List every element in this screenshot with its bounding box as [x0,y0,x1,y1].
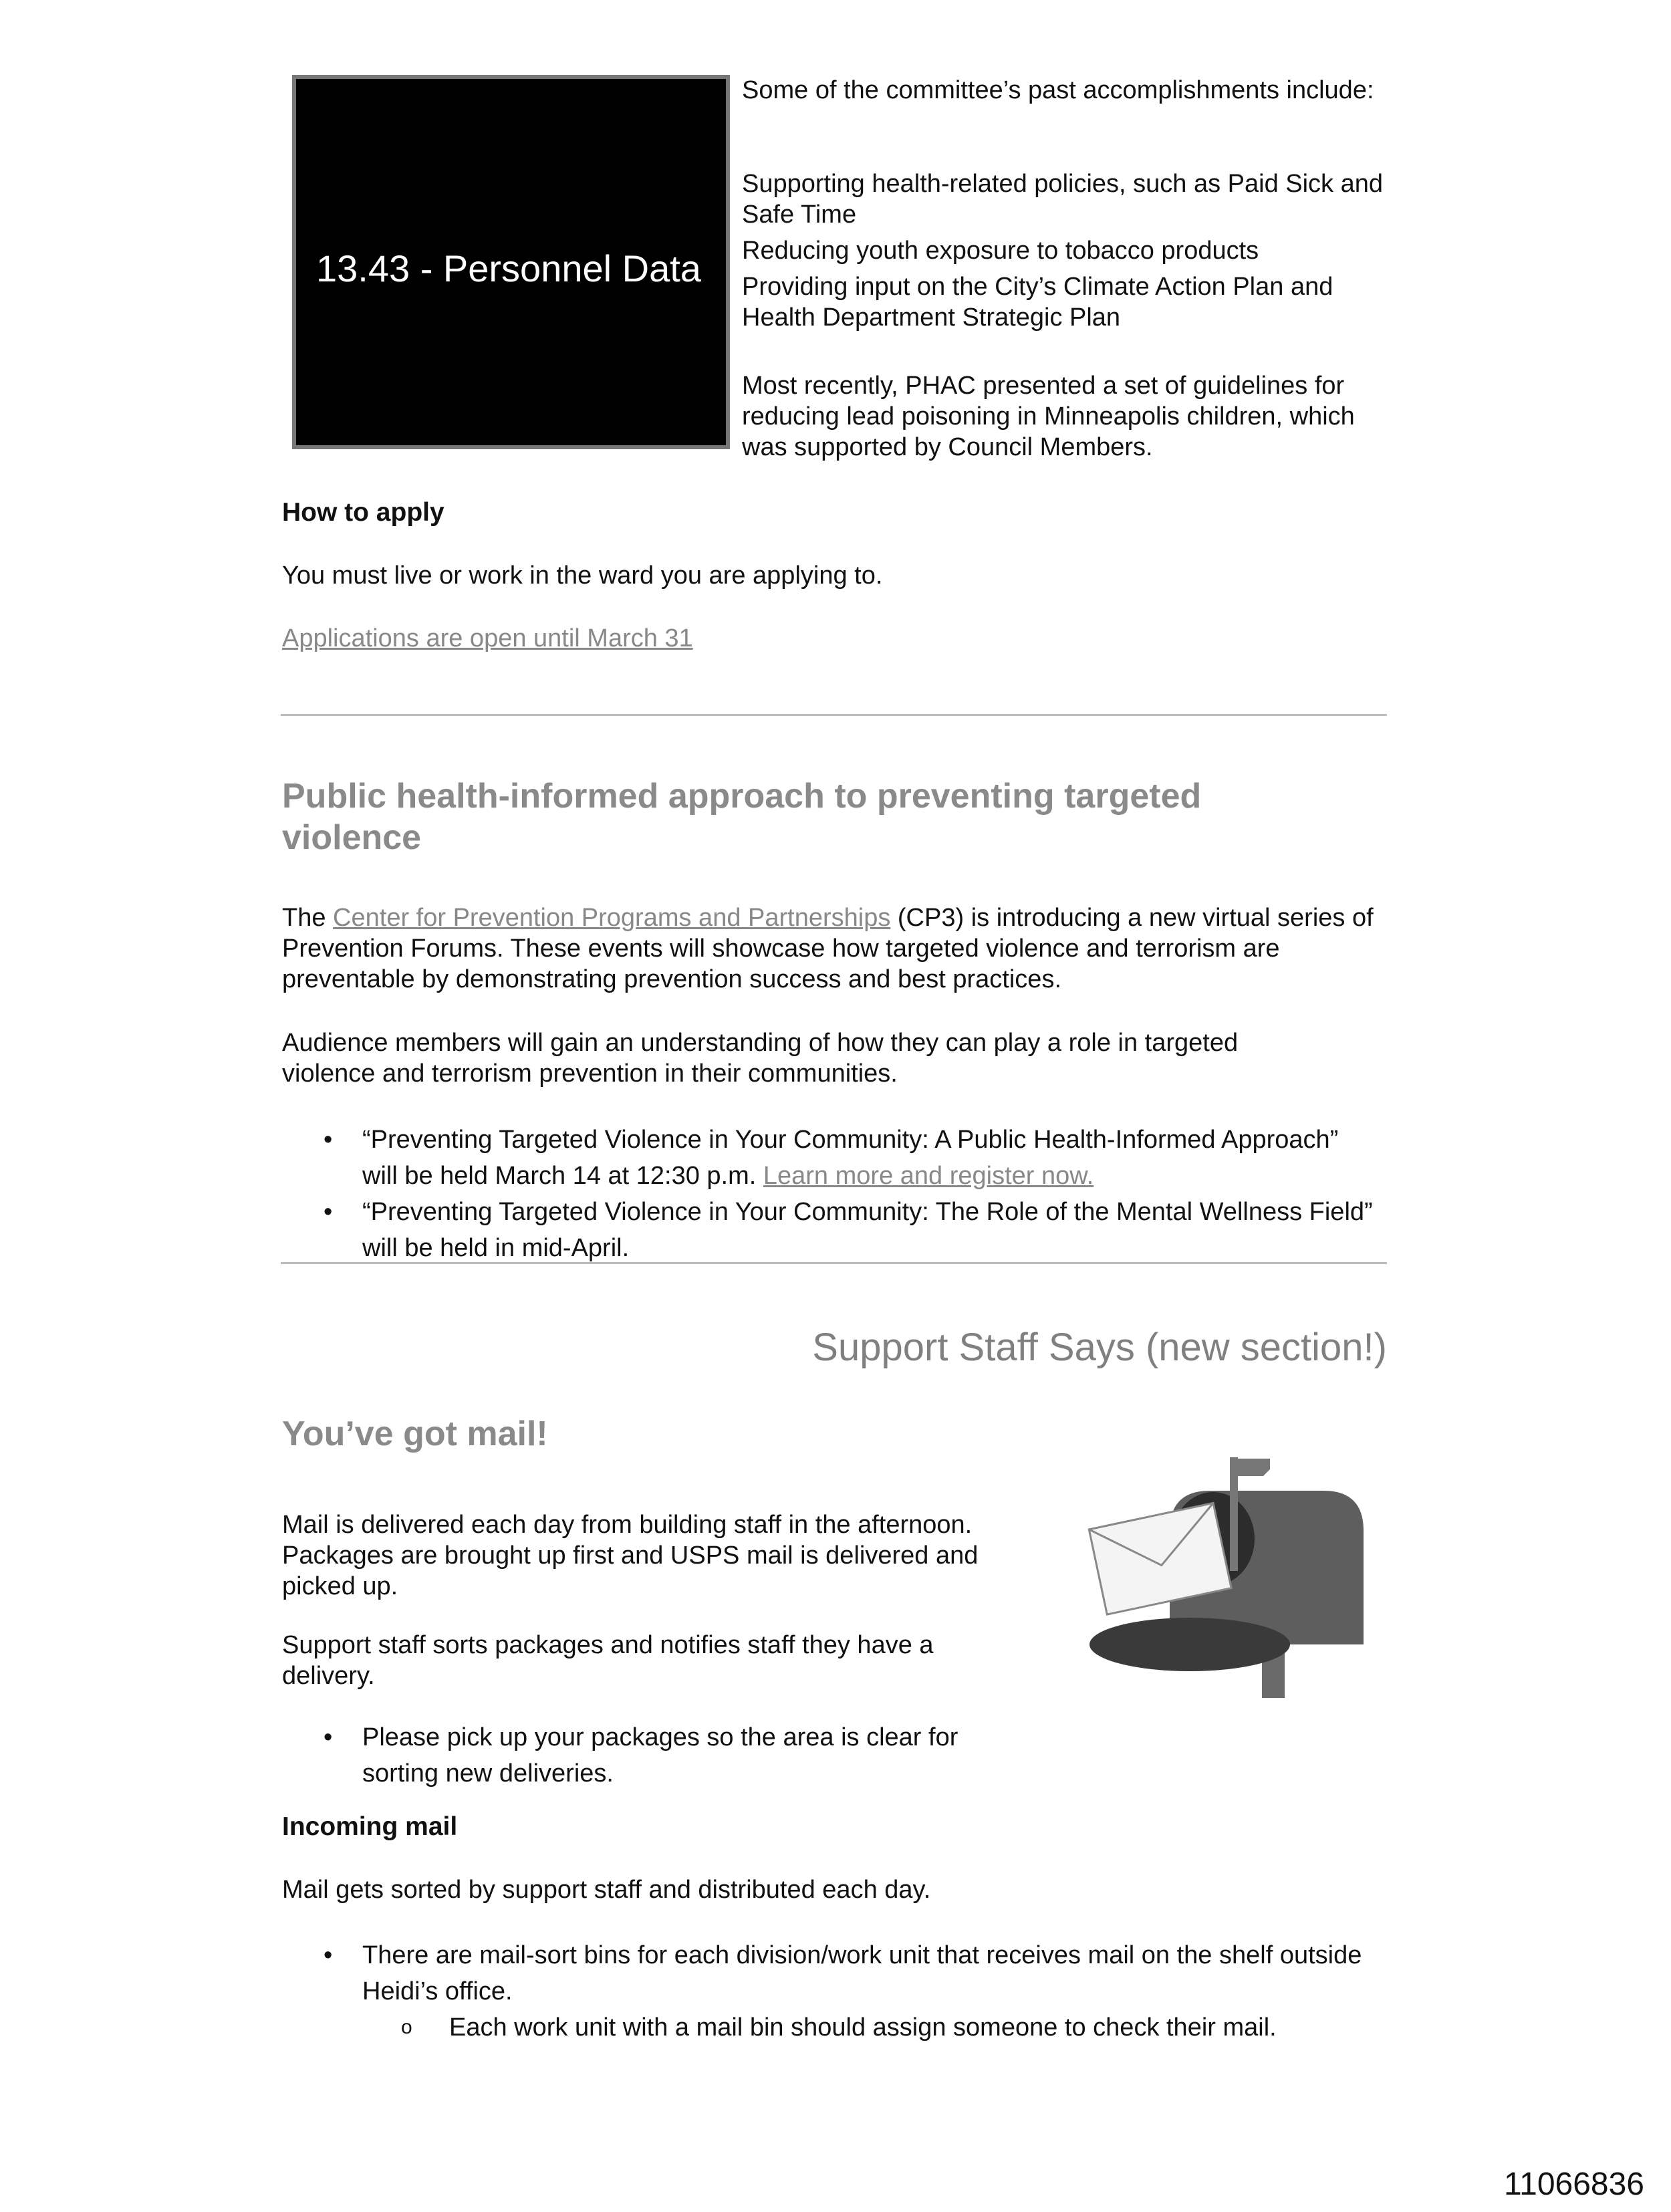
support-staff-section-title: Support Staff Says (new section!) [812,1326,1387,1369]
event-1-text: “Preventing Targeted Violence in Your Community: A Public Health-Informed Approach” will be held March 14 at 12:30 p.m. [362,1126,1339,1190]
redacted-image-block [292,75,730,449]
violence-section-title: Public health-informed approach to preventing targeted violence [282,777,1202,857]
mailbox-icon [1069,1444,1377,1698]
incoming-mail-text: Mail gets sorted by support staff and distributed each day. [282,1876,931,1904]
incoming-sub-bullet-text: Each work unit with a mail bin should assign someone to check their mail. [449,2013,1277,2042]
mail-paragraph-2: Support staff sorts packages and notifies staff they have a delivery. [282,1631,934,1690]
violence-event-list [282,1122,1378,1266]
mail-bullet-list [282,1719,1037,1792]
circle-bullet-icon: o [401,2016,412,2038]
apply-eligibility-text: You must live or work in the ward you are applying to. [282,562,883,590]
register-link[interactable]: Learn more and register now. [763,1162,1094,1190]
accomplishment-item: Supporting health-related policies, such as Paid Sick and Safe Time [742,170,1384,229]
accomplishment-item: Providing input on the City’s Climate Action Plan and Health Department Strategic Plan [742,273,1333,332]
section-divider [281,714,1387,716]
violence-paragraph-2: Audience members will gain an understanding of how they can play a role in targeted violence and terrorism prevention in their communities. [282,1029,1239,1088]
mail-bullet-text: Please pick up your packages so the area is clear for sorting new deliveries. [362,1723,958,1788]
event-2-text: “Preventing Targeted Violence in Your Community: The Role of the Mental Wellness Field” will be held in mid-April. [362,1198,1373,1262]
incoming-bullet-text: There are mail-sort bins for each division/work unit that receives mail on the shelf outside Heidi’s office. [362,1941,1362,2005]
accomplishment-item: Reducing youth exposure to tobacco products [742,237,1259,265]
applications-link[interactable]: Applications are open until March 31 [282,624,693,652]
incoming-mail-heading: Incoming mail [282,1812,458,1841]
accomplishments-intro: Some of the committee’s past accomplishments include: [742,76,1374,104]
incoming-bullet-list [282,1937,1378,2009]
document-id: 11066836 [1504,2167,1644,2202]
incoming-list-item [282,1937,1378,2009]
how-to-apply-heading: How to apply [282,498,444,527]
mail-list-item [282,1719,1037,1792]
event-list-item [282,1122,1378,1194]
mail-paragraph-1: Mail is delivered each day from building staff in the afternoon. Packages are brought up first and USPS mail is delivered and picked up. [282,1511,979,1600]
accomplishments-recent: Most recently, PHAC presented a set of guidelines for reducing lead poisoning in Minneapolis children, which was supported by Council Members. [742,372,1355,461]
event-list-item [282,1194,1378,1266]
mail-section-title: You’ve got mail! [282,1415,548,1453]
cp3-link[interactable]: Center for Prevention Programs and Partnerships [333,904,891,932]
violence-paragraph-1 [282,902,1378,995]
violence-p1-pre: The [282,904,334,932]
violence-p1-post: (CP3) is introducing a new virtual series of Prevention Forums. These events will showcase how targeted violence and terrorism are preventable by demonstrating prevention success and best practices. [282,904,1374,993]
section-divider [281,1262,1387,1264]
redaction-label: 13.43 - Personnel Data [316,247,701,289]
mailbox-illustration [1069,1444,1377,1698]
